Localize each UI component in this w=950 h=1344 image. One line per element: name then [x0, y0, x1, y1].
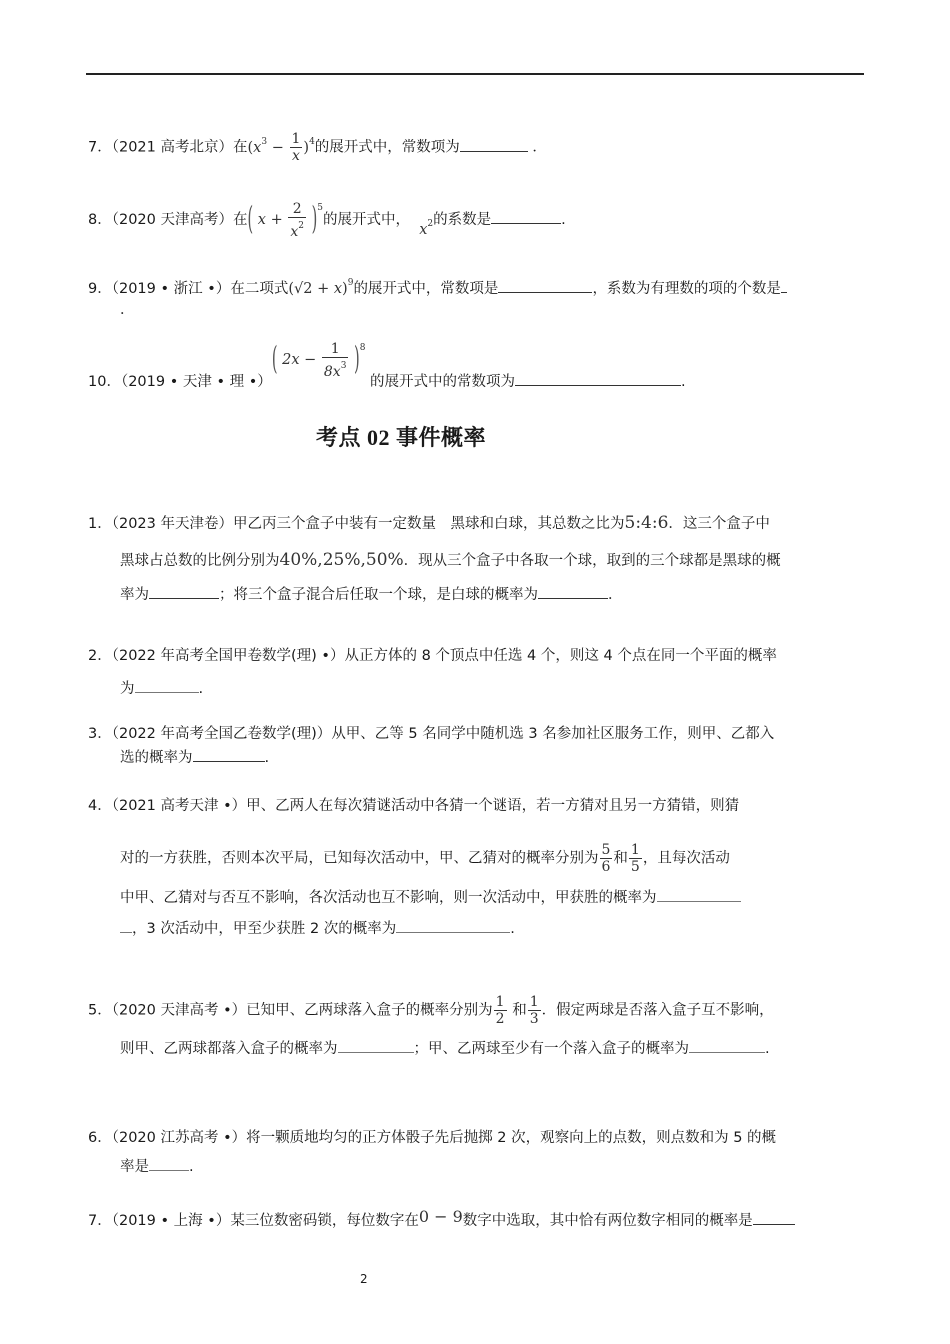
question-number: 9． [88, 281, 112, 297]
question-number: 1． [88, 516, 112, 532]
question-text: 数字中选取，其中恰有两位数字相同的概率是 [462, 1213, 753, 1229]
question-binomial-7 [88, 131, 547, 164]
fraction [600, 842, 613, 875]
fraction [289, 131, 302, 164]
math-exp: 3 [261, 136, 268, 147]
fraction [322, 341, 349, 380]
question-text: 对的一方获胜，否则本次平局，已知每次活动中，甲、乙猜对的概率分别为 [120, 850, 599, 867]
question-number: 3． [88, 726, 112, 742]
math-power: 9 [347, 278, 354, 288]
answer-blank[interactable] [781, 278, 787, 293]
question-prob-4-line2 [120, 842, 730, 875]
frac-den: 6 [601, 859, 611, 875]
answer-blank[interactable] [149, 584, 219, 599]
answer-blank[interactable] [491, 209, 561, 224]
frac-num: 5 [601, 842, 611, 858]
question-source: （2022 年高考全国甲卷数学(理) •） [111, 648, 345, 664]
question-source: （2019 • 上海 •） [111, 1213, 231, 1229]
answer-blank[interactable] [657, 887, 741, 902]
question-text: 的展开式中的常数项为 [370, 374, 516, 390]
fraction [528, 994, 541, 1027]
question-prob-1-line2 [120, 550, 781, 571]
question-text: ．现从三个盒子中各取一个球，取到的三个球都是黑球的概 [403, 553, 781, 569]
question-prob-5-line2 [120, 1038, 770, 1059]
punct: . [765, 1041, 770, 1057]
paren-open: ( [271, 342, 278, 378]
paren-close: ) [311, 202, 318, 238]
question-prob-6 [88, 1128, 776, 1148]
math-sqrt: √2 [294, 281, 313, 297]
answer-blank[interactable] [538, 584, 608, 599]
question-text: 在 [233, 212, 248, 228]
paren-open: ( [247, 202, 254, 238]
question-text: 则甲、乙两球都落入盒子的概率为 [120, 1041, 338, 1057]
frac-den: 2 [495, 1011, 505, 1027]
punct: ． [532, 139, 547, 156]
question-source: （2022 年高考全国乙卷数学(理)） [111, 726, 332, 742]
answer-blank[interactable] [193, 747, 265, 762]
question-binomial-8 [88, 198, 566, 240]
frac-num: 2 [292, 200, 302, 217]
question-source: （2020 天津高考） [111, 212, 233, 228]
answer-blank[interactable] [149, 1156, 189, 1171]
frac-num: 1 [330, 340, 340, 357]
question-number: 7． [88, 1213, 112, 1229]
math-var: x [419, 222, 428, 238]
question-prob-1 [88, 513, 770, 534]
question-number: 5． [88, 1002, 112, 1019]
question-text: 某三位数密码锁，每位数字在 [230, 1213, 419, 1229]
question-prob-2-line2 [120, 678, 203, 699]
math-expression [271, 340, 366, 380]
question-text: 率是 [120, 1159, 149, 1175]
question-text: 黑球占总数的比例分别为 [120, 553, 280, 569]
frac-den: 3 [529, 1011, 539, 1027]
question-source: （2021 高考北京） [111, 139, 233, 156]
question-prob-5 [88, 994, 774, 1027]
math-percents: 40%,25%,50% [279, 550, 404, 570]
math-exp: 2 [298, 220, 304, 231]
question-prob-3-line2 [120, 747, 269, 768]
math-var: x [253, 139, 262, 156]
math-term [419, 219, 434, 238]
punct: . [681, 374, 686, 390]
question-text: 已知甲、乙两球落入盒子的概率分别为 [246, 1002, 493, 1019]
frac-num: 1 [291, 131, 301, 147]
frac-den: 5 [630, 859, 640, 875]
math-term: 2x [282, 352, 300, 368]
question-text: ；将三个盒子混合后任取一个球，是白球的概率为 [219, 587, 538, 603]
question-prob-3 [88, 724, 774, 744]
question-text: 的展开式中，常数项为 [314, 139, 460, 156]
math-exp: 3 [340, 360, 347, 371]
paren-open: ( [247, 139, 254, 156]
question-text: 选的概率为 [120, 750, 193, 766]
math-expression [247, 200, 324, 240]
question-source: （2021 高考天津 •） [111, 798, 247, 814]
header-rule [86, 73, 864, 75]
question-text: 的展开式中，常数项是 [353, 281, 499, 297]
math-op: + [265, 212, 288, 228]
question-number: 2． [88, 648, 112, 664]
question-number: 6． [88, 1130, 112, 1146]
question-number: 4． [88, 798, 112, 814]
question-number: 10． [88, 374, 121, 390]
question-text: 和 [613, 850, 628, 867]
fraction [288, 201, 306, 240]
question-binomial-9-cont [120, 300, 135, 320]
answer-blank[interactable] [460, 137, 528, 152]
question-source: （2019 • 天津 • 理 •） [120, 374, 272, 390]
question-text: 中甲、乙猜对与否互不影响，各次活动也互不影响，则一次活动中，甲获胜的概率为 [120, 890, 657, 906]
question-number: 8． [88, 212, 112, 228]
question-text: 的展开式中， [323, 212, 410, 228]
fraction [494, 994, 507, 1027]
punct: . [198, 681, 204, 697]
question-text: 在 [233, 139, 248, 156]
paren-open: ( [288, 281, 294, 297]
answer-blank[interactable] [498, 278, 592, 293]
question-text: 的系数是 [433, 212, 492, 228]
frac-den: 8x [323, 363, 341, 380]
question-text: 和 [512, 1002, 527, 1019]
math-var: x [257, 212, 266, 228]
question-prob-1-line3 [120, 584, 623, 605]
math-power: 5 [317, 203, 323, 213]
paren-close: ) [354, 342, 360, 378]
math-expression [247, 131, 315, 164]
answer-blank[interactable] [689, 1038, 765, 1053]
question-text: ，系数为有理数的项的个数是 [592, 281, 781, 297]
math-power: 4 [309, 136, 315, 147]
question-prob-7 [88, 1207, 795, 1231]
question-text: 甲、乙两人在每次猜谜活动中各猜一个谜语，若一方猜对且另一方猜错，则猜 [246, 798, 740, 814]
question-binomial-10 [88, 340, 686, 402]
punct: . [264, 750, 270, 766]
question-text: 从正方体的 8 个顶点中任选 4 个，则这 4 个点在同一个平面的概率 [344, 648, 777, 664]
punct: . [189, 1159, 194, 1175]
math-op: − [299, 352, 321, 368]
question-binomial-9 [88, 273, 787, 299]
math-expression [288, 278, 354, 297]
question-text: 从甲、乙等 5 名同学中随机选 3 名参加社区服务工作，则甲、乙都入 [331, 726, 775, 742]
math-op: + [312, 281, 334, 297]
frac-den: x [290, 223, 299, 240]
math-range: 0 − 9 [418, 1207, 463, 1226]
frac-num: 1 [495, 994, 505, 1010]
answer-blank[interactable] [515, 371, 681, 386]
question-text: ，3 次活动中，甲至少获胜 2 次的概率为 [132, 921, 397, 937]
page-number: 2 [360, 1272, 368, 1286]
answer-blank[interactable] [396, 918, 510, 933]
question-source: （2019 • 浙江 •） [111, 281, 231, 297]
question-prob-4-line4 [120, 918, 515, 939]
paren-close: ) [342, 281, 348, 297]
math-power: 8 [359, 343, 366, 353]
question-text: 将一颗质地均匀的正方体骰子先后抛掷 2 次，观察向上的点数，则点数和为 5 的概 [246, 1130, 777, 1146]
question-text: 甲乙丙三个盒子中装有一定数量 黑球和白球，其总数之比为 [233, 516, 625, 532]
math-var: x [333, 281, 343, 297]
frac-num: 1 [529, 994, 539, 1010]
question-prob-4-line3 [120, 887, 741, 908]
question-source: （2023 年天津卷） [111, 516, 233, 532]
question-text: ．这三个盒子中 [668, 516, 770, 532]
fraction [629, 842, 642, 875]
punct: . [561, 212, 566, 228]
question-text: 在二项式 [230, 281, 289, 297]
question-prob-6-line2 [120, 1156, 194, 1177]
math-op: − [267, 139, 289, 156]
answer-blank[interactable] [338, 1038, 414, 1053]
question-source: （2020 江苏高考 •） [111, 1130, 247, 1146]
math-ratio: 5:4:6 [624, 513, 669, 533]
answer-blank[interactable] [135, 678, 199, 693]
answer-blank[interactable] [753, 1210, 795, 1225]
question-text: ．假定两球是否落入盒子互不影响， [541, 1002, 774, 1019]
question-text: ；甲、乙两球至少有一个落入盒子的概率为 [413, 1041, 689, 1057]
frac-num: 1 [630, 842, 640, 858]
question-text: ，且每次活动 [642, 850, 730, 867]
question-text: 为 [120, 681, 135, 697]
punct: ． [608, 587, 623, 603]
answer-blank-cont[interactable] [120, 918, 132, 933]
punct: . [510, 921, 515, 937]
punct: ． [120, 302, 135, 318]
question-number: 7． [88, 139, 112, 156]
paren-close: ) [303, 139, 310, 156]
math-exp: 2 [427, 219, 434, 229]
question-source: （2020 天津高考 •） [111, 1002, 247, 1019]
question-prob-4 [88, 796, 739, 816]
section-title: 考点 02 事件概率 [316, 425, 487, 450]
frac-den: x [291, 148, 300, 164]
question-prob-2 [88, 646, 777, 666]
question-text: 率为 [120, 587, 149, 603]
